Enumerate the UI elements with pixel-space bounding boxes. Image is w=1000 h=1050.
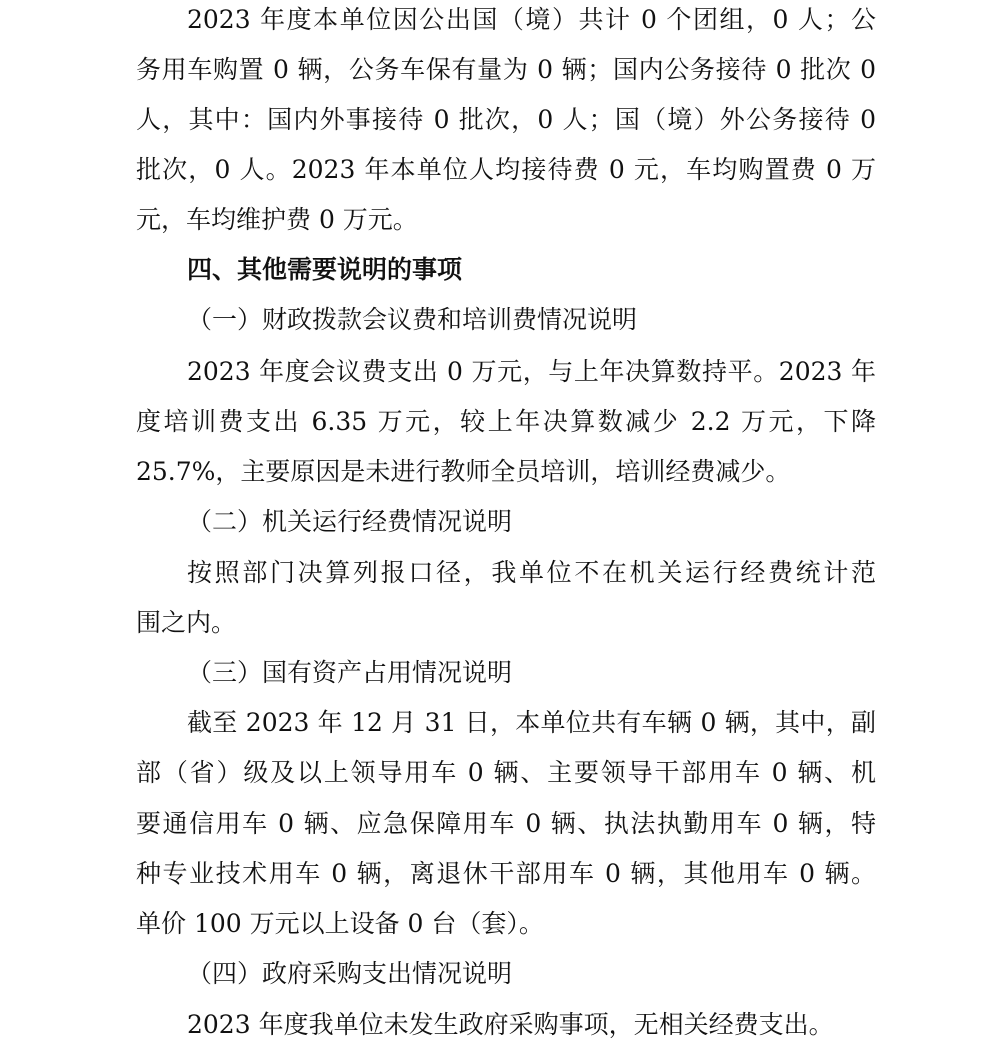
paragraph-line: 人，其中：国内外事接待 0 批次，0 人；国（境）外公务接待 0 [136,105,876,134]
paragraph-line: 种专业技术用车 0 辆，离退休干部用车 0 辆，其他用车 0 辆。 [136,859,876,888]
subsection-title: （三）国有资产占用情况说明 [187,658,513,687]
paragraph-line: 度培训费支出 6.35 万元，较上年决算数减少 2.2 万元，下降 [136,407,876,436]
subsection-title: （一）财政拨款会议费和培训费情况说明 [187,305,638,334]
paragraph-line: 围之内。 [136,608,237,637]
subsection-title: （二）机关运行经费情况说明 [187,507,513,536]
paragraph-line: 单价 100 万元以上设备 0 台（套）。 [136,909,544,938]
paragraph-line: 要通信用车 0 辆、应急保障用车 0 辆、执法执勤用车 0 辆，特 [136,809,876,838]
paragraph-line: 2023 年度会议费支出 0 万元，与上年决算数持平。2023 年 [187,357,876,386]
paragraph-line: 部（省）级及以上领导用车 0 辆、主要领导干部用车 0 辆、机 [136,758,876,787]
paragraph-line: 2023 年度本单位因公出国（境）共计 0 个团组，0 人；公 [187,5,876,34]
section-heading: 四、其他需要说明的事项 [187,255,463,284]
subsection-title: （四）政府采购支出情况说明 [187,959,513,988]
paragraph-line: 批次，0 人。2023 年本单位人均接待费 0 元，车均购置费 0 万 [136,155,876,184]
paragraph-line: 25.7%，主要原因是未进行教师全员培训，培训经费减少。 [136,457,791,486]
paragraph-line: 元，车均维护费 0 万元。 [136,205,418,234]
paragraph-line: 截至 2023 年 12 月 31 日，本单位共有车辆 0 辆，其中，副 [187,708,876,737]
paragraph-line: 2023 年度我单位未发生政府采购事项，无相关经费支出。 [187,1010,834,1039]
paragraph-line: 按照部门决算列报口径，我单位不在机关运行经费统计范 [187,558,876,587]
paragraph-line: 务用车购置 0 辆，公务车保有量为 0 辆；国内公务接待 0 批次 0 [136,55,876,84]
